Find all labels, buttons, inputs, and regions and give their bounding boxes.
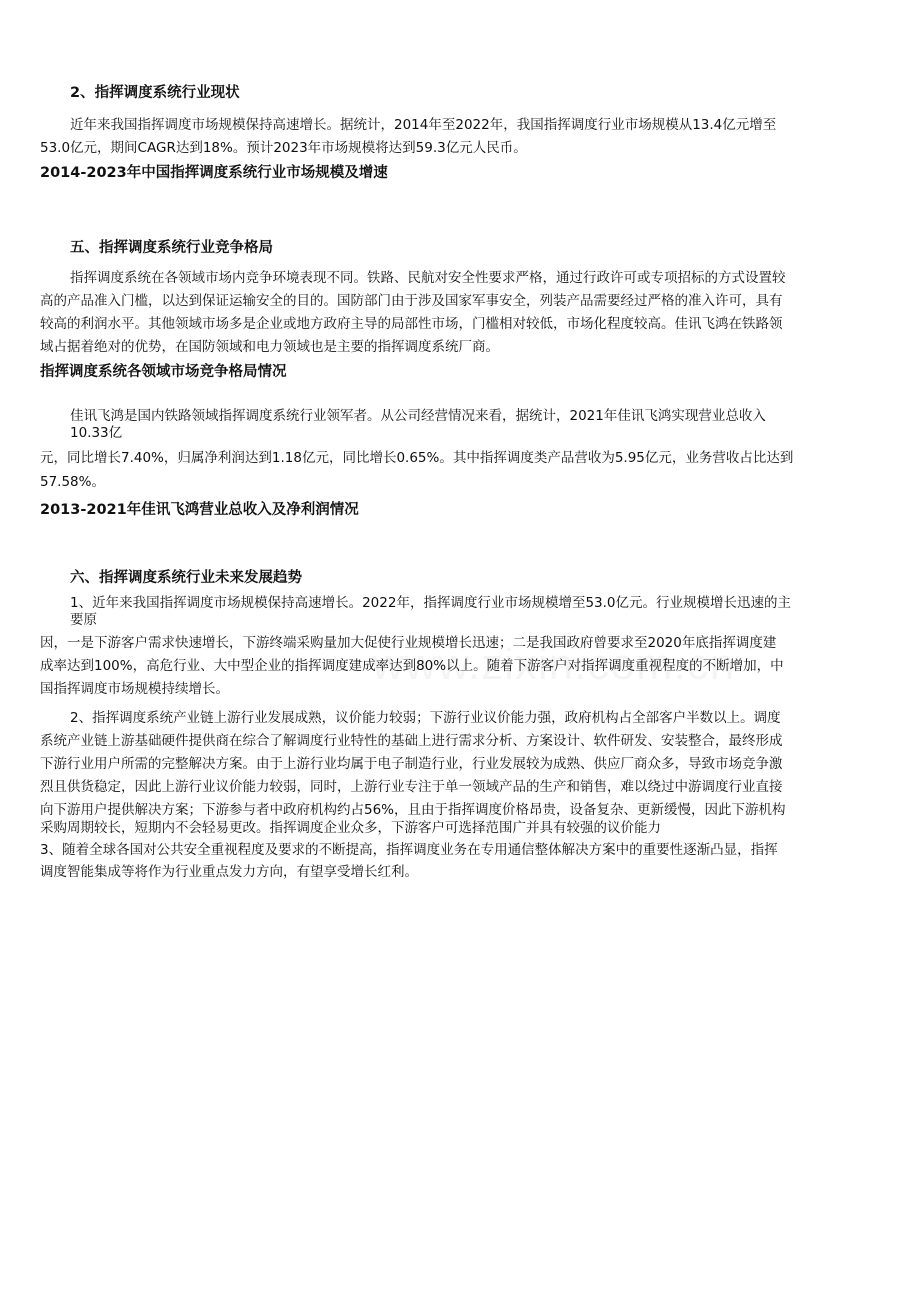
- section-5-para2-line-3: 元，同比增长7.40%，归属净利润达到1.18亿元，同比增长0.65%。其中指挥调度类产品营收为5.95亿元，业务营收占比达到: [40, 450, 794, 466]
- trend-1-line-3: 因，一是下游客户需求快速增长，下游终端采购量加大促使行业规模增长迅速；二是我国政府曾要求至2020年底指挥调度建: [40, 635, 777, 651]
- trend-2-line-4: 烈且供货稳定，因此上游行业议价能力较弱，同时，上游行业专注于单一领域产品的生产和销售，难以绕过中游调度行业直接: [40, 779, 783, 795]
- section-2-heading: 2、指挥调度系统行业现状: [70, 85, 240, 101]
- trend-1-line-5: 国指挥调度市场规模持续增长。: [40, 681, 229, 697]
- section-5-para2-line-4: 57.58%。: [40, 474, 105, 490]
- watermark: [372, 640, 735, 690]
- section-5-line-3: 较高的利润水平。其他领域市场多是企业或地方政府主导的局部性市场，门槛相对较低，市场化程度较高。佳讯飞鸿在铁路领: [40, 316, 783, 332]
- competition-figure-caption: 指挥调度系统各领域市场竞争格局情况: [40, 364, 287, 380]
- section-5-line-2: 高的产品准入门槛，以达到保证运输安全的目的。国防部门由于涉及国家军事安全，列装产品需要经过严格的准入许可，具有: [40, 293, 783, 309]
- trend-3-line-1: 3、随着全球各国对公共安全重视程度及要求的不断提高，指挥调度业务在专用通信整体解决方案中的重要性逐渐凸显，指挥: [40, 842, 778, 858]
- trend-1-line-4: 成率达到100%，高危行业、大中型企业的指挥调度建成率达到80%以上。随着下游客户对指挥调度重视程度的不断增加，中: [40, 658, 784, 674]
- trend-2-line-6: 采购周期较长，短期内不会轻易更改。指挥调度企业众多，下游客户可选择范围广并具有较强的议价能力: [40, 820, 661, 836]
- section-5-line-4: 域占据着绝对的优势，在国防领域和电力领域也是主要的指挥调度系统厂商。: [40, 339, 499, 355]
- section-5-para2-line-1: 佳讯飞鸿是国内铁路领域指挥调度系统行业领军者。从公司经营情况来看，据统计，2021年佳讯飞鸿实现营业总收入: [70, 408, 766, 424]
- section-5-para2-line-2: 10.33亿: [70, 425, 123, 441]
- trend-2-line-5: 向下游用户提供解决方案；下游参与者中政府机构约占56%，且由于指挥调度价格昂贵，设备复杂、更新缓慢，因此下游机构: [40, 802, 786, 818]
- trend-2-line-1: 2、指挥调度系统产业链上游行业发展成熟，议价能力较弱；下游行业议价能力强，政府机构占全部客户半数以上。调度: [70, 710, 781, 726]
- trend-2-line-2: 系统产业链上游基础硬件提供商在综合了解调度行业特性的基础上进行需求分析、方案设计、软件研发、安装整合，最终形成: [40, 733, 783, 749]
- section-5-line-1: 指挥调度系统在各领域市场内竞争环境表现不同。铁路、民航对安全性要求严格，通过行政许可或专项招标的方式设置较: [70, 270, 786, 286]
- section-6-heading: 六、指挥调度系统行业未来发展趋势: [70, 570, 302, 586]
- market-size-figure-caption: 2014-2023年中国指挥调度系统行业市场规模及增速: [40, 165, 388, 181]
- revenue-figure-caption: 2013-2021年佳讯飞鸿营业总收入及净利润情况: [40, 502, 359, 518]
- section-2-line-1: 近年来我国指挥调度市场规模保持高速增长。据统计，2014年至2022年，我国指挥调度行业市场规模从13.4亿元增至: [70, 117, 777, 133]
- trend-1-line-2: 要原: [70, 612, 97, 628]
- section-2-line-2: 53.0亿元，期间CAGR达到18%。预计2023年市场规模将达到59.3亿元人民币。: [40, 140, 527, 156]
- trend-2-line-3: 下游行业用户所需的完整解决方案。由于上游行业均属于电子制造行业，行业发展较为成熟、供应厂商众多，导致市场竞争激: [40, 756, 783, 772]
- trend-1-line-1: 1、近年来我国指挥调度市场规模保持高速增长。2022年，指挥调度行业市场规模增至53.0亿元。行业规模增长迅速的主: [70, 595, 792, 611]
- section-5-heading: 五、指挥调度系统行业竞争格局: [70, 240, 273, 256]
- trend-3-line-2: 调度智能集成等将作为行业重点发力方向，有望享受增长红利。: [40, 864, 418, 880]
